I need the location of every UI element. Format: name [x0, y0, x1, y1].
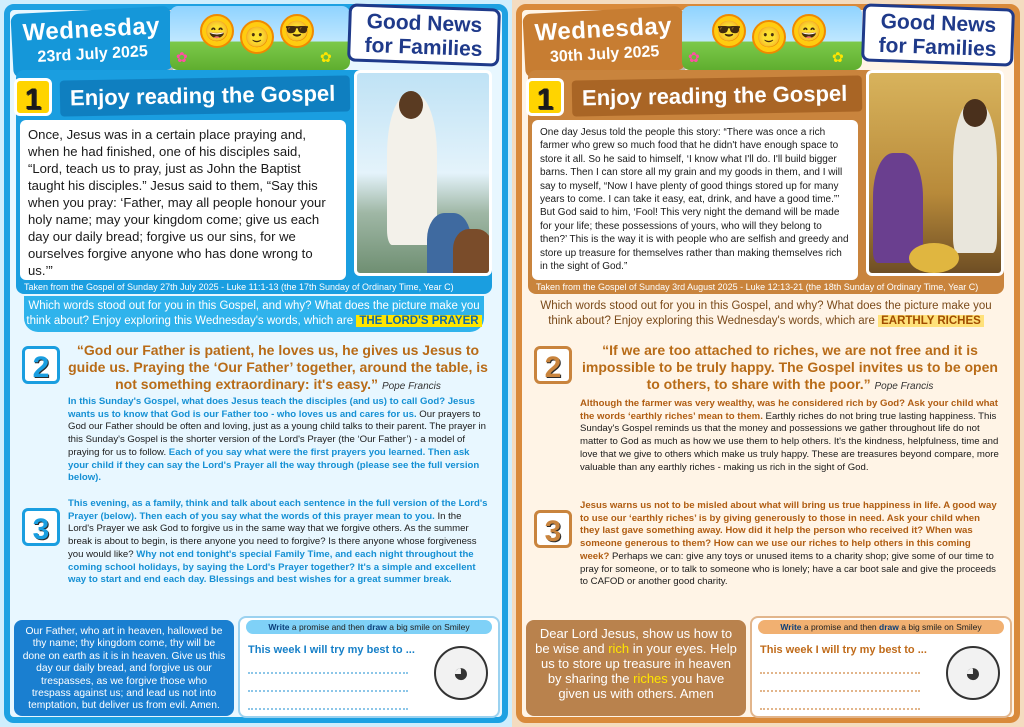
promise-write: Write — [780, 622, 802, 632]
promise-draw: draw — [367, 622, 387, 632]
jesus-head — [963, 99, 987, 127]
flower-icon: ✿ — [320, 49, 332, 65]
date-badge — [522, 6, 685, 78]
quote-author: Pope Francis — [874, 381, 934, 392]
gospel-text: One day Jesus told the people this story: “There was once a rich farmer who grew so much food that he didn't have enough space to store it all. So he said to himself, ‘I know what I'll do. I'll build bigger barns. Then I can store all my grain and my goods in them, and I will say to myself, “Now I have plenty of good things stored up for many years to come. I can take it easy, eat, drink, and have a good time.”’ But God said to him, ‘Fool! This very night the demand will be made for your life; these possessions of yours, who will they belong to then?’ This is the way it is with people who are selfish and greedy and store up treasure for themselves rather than making themselves rich in the sight of God.” — [532, 120, 858, 280]
gospel-section — [16, 70, 492, 294]
pope-quote — [580, 342, 1000, 395]
promise-mid: a promise and then — [803, 622, 877, 632]
gospel-source: Taken from the Gospel of Sunday 27th July 2025 - Luke 11:1-13 (the 17th Sunday of Ordinary Time, Year C) — [24, 282, 454, 292]
section-2 — [18, 342, 494, 492]
p3-text: Perhaps we can: give any toys or unused items to a charity shop; give some of our time to pray for someone, or to talk to someone who is lonely; have a car boot sale and give the proceeds to CAFOD or another good charity. — [580, 550, 996, 588]
question-text: Which words stood out for you in this Gospel, and why? What does the picture make you think about? Enjoy exploring this Wednesday's words, which are — [540, 300, 992, 327]
promise-end: a big smile on Smiley — [901, 622, 982, 632]
brand-line1: Good News — [366, 9, 483, 38]
promise-box — [750, 616, 1012, 718]
section-number: 2 — [22, 346, 60, 384]
section-title: Enjoy reading the Gospel — [60, 75, 351, 116]
smiley-sun-icon: 🙂 — [240, 20, 274, 54]
brand-line2: for Families — [364, 33, 483, 62]
page-right — [512, 0, 1024, 727]
day-label: Wednesday — [22, 12, 161, 47]
p2-text: Earthly riches do not bring true lasting happiness. This Sunday's Gospel reminds us that the money and possessions we gather throughout life do not matter to God as much as how we use them to help others. It's the kindness, helpfulness, time and love that we give to others which make us truly happy. These are treasures beyond compare, more valuable than any earthly riches - making us rich in the sight of God. — [580, 410, 999, 473]
brand-logo — [861, 3, 1015, 66]
prayer-part-b: in your eyes. Help us to store up treasure in heaven by sharing the — [540, 641, 737, 686]
gospel-text: Once, Jesus was in a certain place praying and, when he had finished, one of his disciples said, “Lord, teach us to pray, just as John the Baptist taught his disciples.” Jesus said to them, “Say this when you pray: ‘Father, may all people honour your holy name; may your kingdom come; give us each day our daily bread; forgive us our sins, for we ourselves forgive anyone who has done wrong to us.’” — [20, 120, 346, 280]
p2-bold2: Each of you say what were the first prayers you learned. Then ask your child if they can say the Lord's Prayer all the way through (please see the full version below). — [68, 446, 480, 484]
section-number: 1 — [14, 78, 52, 116]
section-3-text — [68, 498, 488, 587]
prayer-rich: rich — [608, 641, 630, 656]
section-number: 2 — [534, 346, 572, 384]
date-label: 30th July 2025 — [549, 43, 660, 66]
highlight-words: EARTHLY RICHES — [878, 315, 984, 327]
promise-instruction — [246, 620, 492, 634]
sunshine-banner — [170, 6, 350, 70]
smiley-sun-icon: 😎 — [712, 14, 746, 48]
section-2 — [530, 342, 1006, 492]
write-line[interactable] — [248, 708, 408, 710]
section-3-text — [580, 500, 1000, 589]
write-line[interactable] — [248, 672, 408, 674]
reflection-question — [24, 296, 484, 332]
smiley-icon[interactable]: ◕ — [946, 646, 1000, 700]
date-label: 23rd July 2025 — [37, 43, 149, 66]
section-number: 3 — [22, 508, 60, 546]
p2-bold: Although the farmer was very wealthy, was he considered rich by God? Ask your child what the words ‘earthly riches’ mean to them. — [580, 398, 998, 422]
section-number: 3 — [534, 510, 572, 548]
prayer-part-c: you have given us with others. Amen — [558, 671, 725, 701]
quote-author: Pope Francis — [381, 381, 441, 392]
p3-bold: This evening, as a family, think and talk about each sentence in the full version of the Lord's Prayer (below). Then each of you say what the words of this prayer mean to you. — [68, 498, 488, 522]
promise-prompt: This week I will try my best to ... — [760, 644, 927, 656]
closing-prayer-box — [526, 620, 746, 716]
question-text: Which words stood out for you in this Gospel, and why? What does the picture make you think about? Enjoy exploring this Wednesday's words, which are — [26, 300, 480, 327]
brand-line1: Good News — [880, 9, 997, 38]
promise-draw: draw — [879, 622, 899, 632]
prayer-part-a: Dear Lord Jesus, show us how to be wise and — [535, 626, 733, 656]
write-line[interactable] — [760, 672, 920, 674]
section-title: Enjoy reading the Gospel — [572, 75, 863, 116]
section-2-text — [580, 398, 1000, 474]
p3-bold2: Why not end tonight's special Family Time, and each night throughout the coming school holidays, by saying the Lord's Prayer together? It's a simple and excellent way to start and end each day. Blessings and best wishes for a great summer break. — [68, 548, 476, 586]
day-label: Wednesday — [534, 12, 673, 47]
disciple-figure — [453, 229, 492, 276]
gospel-section — [528, 70, 1004, 294]
rich-farmer-illustration — [866, 70, 1004, 276]
p2-text: Our prayers to God our Father should be often and loving, just as a young child talks to their parent. The prayer in this Sunday's Gospel is the shorter version of the Lord's Prayer (the ‘Our Father’) - a model of praying for us to follow. — [68, 408, 486, 458]
p3-text: In the Lord's Prayer we ask God to forgive us in the same way that we forgive others. As the summer break is about to begin, is there anyone you need to forgive? Is there anyone whose forgiveness you would like? — [68, 510, 477, 560]
quote-text: “If we are too attached to riches, we are not free and it is impossible to be truly happy. The Gospel invites us to be open to others, to share with the poor.” — [582, 342, 998, 392]
write-line[interactable] — [760, 690, 920, 692]
promise-prompt: This week I will try my best to ... — [248, 644, 415, 656]
promise-write: Write — [268, 622, 290, 632]
gospel-source: Taken from the Gospel of Sunday 3rd August 2025 - Luke 12:13-21 (the 18th Sunday of Ordinary Time, Year C) — [536, 282, 979, 292]
jesus-head — [399, 91, 423, 119]
flower-icon: ✿ — [688, 49, 700, 65]
prayer-riches: riches — [633, 671, 668, 686]
p2-bold: In this Sunday's Gospel, what does Jesus teach the disciples (and us) to call God? Jesus wants us to know that God is our Father too - who loves us and cares for us. — [68, 396, 475, 420]
pope-quote — [68, 342, 488, 395]
smiley-sun-icon: 😄 — [792, 14, 826, 48]
promise-mid: a promise and then — [291, 622, 365, 632]
promise-instruction — [758, 620, 1004, 634]
sunshine-banner — [682, 6, 862, 70]
section-number: 1 — [526, 78, 564, 116]
smiley-icon[interactable]: ◕ — [434, 646, 488, 700]
prayer-text: Our Father, who art in heaven, hallowed be thy name; thy kingdom come, thy will be done on earth as it is in heaven. Give us this day our daily bread, and forgive us our trespasses, as we forgive those who trespass against us; and lead us not into temptation, but deliver us from evil. Amen. — [22, 626, 226, 712]
lords-prayer-box — [14, 620, 234, 716]
write-line[interactable] — [248, 690, 408, 692]
reflection-question — [536, 296, 996, 332]
smiley-sun-icon: 🙂 — [752, 20, 786, 54]
write-line[interactable] — [760, 708, 920, 710]
smiley-sun-icon: 😄 — [200, 14, 234, 48]
quote-text: “God our Father is patient, he loves us, he gives us Jesus to guide us. Praying the ‘Our Father’ together, around the table, is not something extraordinary: it's easy.” — [68, 342, 488, 392]
section-2-text — [68, 396, 488, 485]
smiley-sun-icon: 😎 — [280, 14, 314, 48]
brand-line2: for Families — [878, 33, 997, 62]
promise-box — [238, 616, 500, 718]
flower-icon: ✿ — [832, 49, 844, 65]
date-badge — [10, 6, 173, 78]
brand-logo — [347, 3, 501, 66]
promise-end: a big smile on Smiley — [389, 622, 470, 632]
flower-icon: ✿ — [176, 49, 188, 65]
gold-coins — [909, 243, 959, 273]
jesus-praying-illustration — [354, 70, 492, 276]
p3-bold: Jesus warns us not to be misled about what will bring us true happiness in life. A good way to use our ‘earthly riches’ is by giving generously to those in need. Ask your child when they last gave something away. How did it help the person who received it? When was someone generous to them? How can we use our riches to help others in this coming week? — [580, 500, 997, 562]
highlight-words: THE LORD'S PRAYER — [356, 315, 481, 327]
